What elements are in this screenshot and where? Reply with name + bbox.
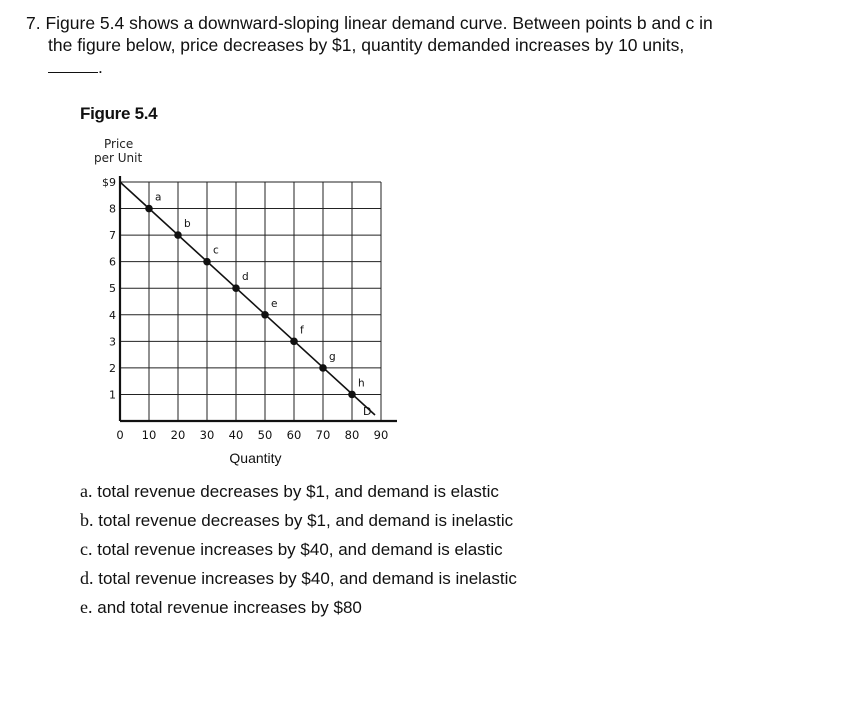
choice-c[interactable]	[80, 535, 517, 564]
choice-b-letter: b.	[80, 510, 94, 530]
data-point	[348, 391, 356, 399]
x-tick-label: 0	[116, 428, 124, 442]
x-tick-label: 70	[315, 428, 331, 442]
curve-label: D	[363, 405, 372, 418]
choice-e-text: and total revenue increases by $80	[97, 598, 362, 617]
choice-d-letter: d.	[80, 568, 94, 588]
choice-e[interactable]	[80, 593, 517, 622]
data-point	[203, 258, 211, 266]
data-point	[319, 364, 327, 372]
point-label: h	[358, 377, 365, 390]
demand-chart	[80, 130, 410, 475]
point-label: f	[300, 324, 304, 337]
x-tick-label: 30	[199, 428, 215, 442]
data-point	[290, 338, 298, 346]
data-point	[261, 311, 269, 319]
choice-e-letter: e.	[80, 597, 93, 617]
question-line-3-end: .	[98, 57, 103, 77]
y-tick-label: 2	[109, 361, 116, 375]
point-label: e	[271, 297, 278, 310]
point-label: d	[242, 271, 249, 284]
x-tick-label: 80	[344, 428, 360, 442]
y-tick-label: 7	[109, 229, 116, 243]
data-point	[232, 284, 240, 292]
point-label: g	[329, 350, 336, 363]
y-tick-label: 8	[109, 202, 116, 216]
x-tick-label: 10	[141, 428, 157, 442]
x-tick-label: 90	[373, 428, 389, 442]
choice-a-letter: a.	[80, 481, 93, 501]
choice-b-text: total revenue decreases by $1, and demand is inelastic	[98, 511, 514, 530]
point-label: a	[155, 191, 162, 204]
choice-b[interactable]	[80, 506, 517, 535]
point-label: c	[213, 244, 219, 257]
x-tick-label: 40	[228, 428, 244, 442]
demand-curve-line	[120, 182, 375, 415]
choice-c-text: total revenue increases by $40, and demand is elastic	[97, 540, 503, 559]
y-tick-label: $9	[102, 176, 116, 189]
data-point	[145, 205, 153, 213]
x-tick-label: 20	[170, 428, 186, 442]
question-line-2: the figure below, price decreases by $1, quantity demanded increases by 10 units,	[48, 35, 685, 55]
x-axis-label: Quantity	[229, 450, 282, 466]
y-axis-label-line2: per Unit	[94, 151, 143, 165]
choice-d[interactable]	[80, 564, 517, 593]
choice-c-letter: c.	[80, 539, 93, 559]
answer-blank	[48, 58, 98, 73]
y-tick-label: 3	[109, 335, 116, 349]
x-tick-label: 50	[257, 428, 273, 442]
data-point	[174, 231, 182, 239]
x-tick-label: 60	[286, 428, 302, 442]
choice-a-text: total revenue decreases by $1, and demand is elastic	[97, 482, 499, 501]
point-label: b	[184, 218, 191, 231]
question-line-3	[26, 56, 836, 78]
figure-title: Figure 5.4	[80, 104, 158, 123]
y-tick-label: 4	[109, 308, 116, 322]
y-axis-label-line1: Price	[104, 137, 134, 151]
answer-choices	[80, 477, 517, 622]
choice-a[interactable]	[80, 477, 517, 506]
choice-d-text: total revenue increases by $40, and demand is inelastic	[98, 569, 517, 588]
y-tick-label: 1	[109, 388, 116, 402]
question-text	[26, 12, 836, 78]
question-line-1: 7. Figure 5.4 shows a downward-sloping linear demand curve. Between points b and c in	[26, 13, 713, 33]
y-tick-label: 5	[109, 282, 116, 296]
y-tick-label: 6	[109, 255, 116, 269]
